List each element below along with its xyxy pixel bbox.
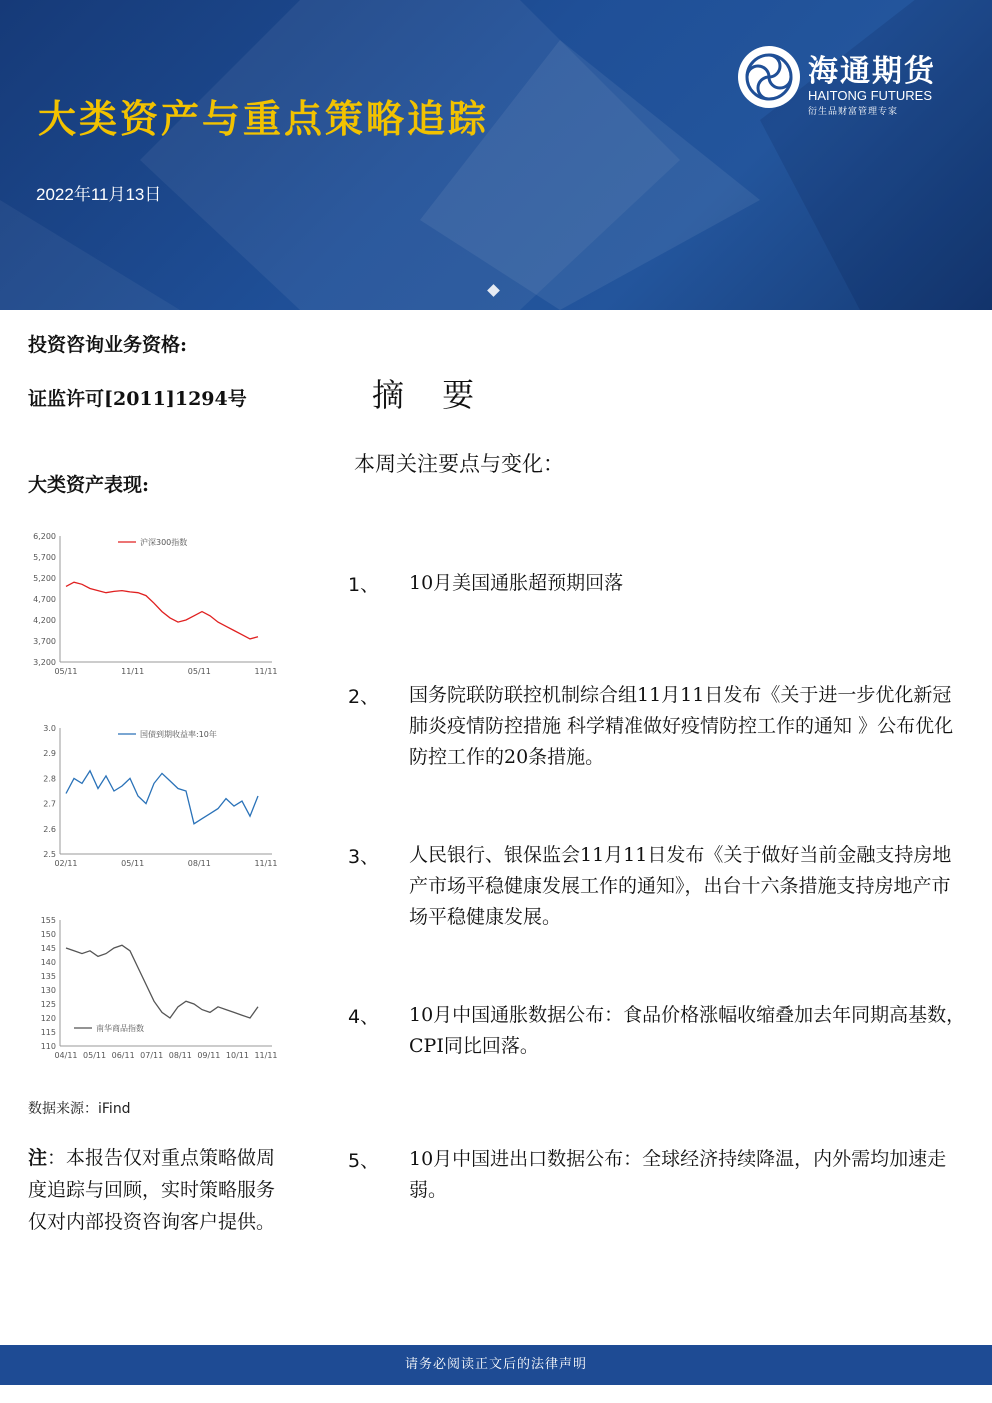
y-tick-label: 140 <box>40 958 56 967</box>
y-tick-label: 150 <box>40 930 56 939</box>
item-text: 10月中国通胀数据公布：食品价格涨幅收缩叠加去年同期高基数，CPI同比回落。 <box>409 1004 966 1057</box>
legal-footer <box>0 1345 992 1385</box>
x-tick-label: 11/11 <box>254 1051 278 1060</box>
y-tick-label: 155 <box>40 916 56 925</box>
commodity-index-chart <box>22 912 282 1064</box>
y-tick-label: 4,700 <box>33 595 56 604</box>
report-title: 大类资产与重点策略追踪 <box>38 96 490 141</box>
report-header <box>0 0 992 310</box>
y-tick-label: 115 <box>40 1028 56 1037</box>
x-tick-label: 08/11 <box>168 1051 192 1060</box>
y-tick-label: 5,200 <box>33 574 56 583</box>
y-tick-label: 3,200 <box>33 658 56 667</box>
x-tick-label: 10/11 <box>225 1051 249 1060</box>
footer-legal-text: 请务必阅读正文后的法律声明 <box>404 1357 587 1372</box>
csi300-chart <box>22 528 282 680</box>
x-tick-label: 09/11 <box>197 1051 221 1060</box>
y-tick-label: 135 <box>40 972 56 981</box>
item-number: 1、 <box>348 574 380 596</box>
data-source: 数据来源：iFind <box>28 1101 131 1117</box>
asset-performance-label: 大类资产表现: <box>28 474 150 496</box>
item-number: 3、 <box>348 846 380 868</box>
series-line <box>66 582 258 639</box>
x-tick-label: 05/11 <box>121 859 145 868</box>
logo-slogan: 衍生品财富管理专家 <box>808 107 899 117</box>
y-tick-label: 110 <box>40 1042 56 1051</box>
y-tick-label: 3,700 <box>33 637 56 646</box>
x-tick-label: 11/11 <box>121 667 145 676</box>
note-text: ：本报告仅对重点策略做周度追踪与回顾，实时策略服务仅对内部投资咨询客户提供。 <box>28 1147 276 1233</box>
x-tick-label: 11/11 <box>254 667 278 676</box>
item-number: 5、 <box>348 1150 380 1172</box>
item-text: 10月美国通胀超预期回落 <box>409 572 624 594</box>
treasury-yield-chart <box>22 720 282 872</box>
x-tick-label: 07/11 <box>140 1051 164 1060</box>
y-tick-label: 130 <box>40 986 56 995</box>
x-tick-label: 05/11 <box>187 667 211 676</box>
logo-chinese-name: 海通期货 <box>808 54 936 89</box>
item-number: 2、 <box>348 686 380 708</box>
series-line <box>66 945 258 1018</box>
summary-subtitle: 本周关注要点与变化： <box>354 452 564 476</box>
y-tick-label: 125 <box>40 1000 56 1009</box>
report-date: 2022年11月13日 <box>36 185 162 204</box>
item-number: 4、 <box>348 1006 380 1028</box>
legend-label: 沪深300指数 <box>140 538 188 547</box>
y-tick-label: 2.8 <box>43 774 56 784</box>
legend-label: 国债到期收益率:10年 <box>140 730 217 739</box>
logo-emblem-icon <box>736 44 802 110</box>
x-tick-label: 06/11 <box>111 1051 135 1060</box>
disclaimer-note <box>28 1142 288 1238</box>
y-tick-label: 2.5 <box>43 850 56 859</box>
legend-label: 南华商品指数 <box>96 1024 144 1033</box>
item-text: 人民银行、银保监会11月11日发布《关于做好当前金融支持房地产市场平稳健康发展工作的通知》，出台十六条措施支持房地产市场平稳健康发展。 <box>409 844 952 928</box>
note-prefix: 注 <box>28 1147 48 1169</box>
item-text: 10月中国进出口数据公布：全球经济持续降温，内外需均加速走弱。 <box>409 1148 947 1201</box>
qualification-label: 投资咨询业务资格: <box>28 334 188 356</box>
y-tick-label: 2.6 <box>43 824 56 834</box>
x-tick-label: 05/11 <box>83 1051 107 1060</box>
license-number: 证监许可[2011]1294号 <box>28 388 247 410</box>
x-tick-label: 04/11 <box>54 1051 78 1060</box>
x-tick-label: 11/11 <box>254 859 278 868</box>
y-tick-label: 5,700 <box>33 553 56 562</box>
y-tick-label: 2.9 <box>43 749 56 759</box>
y-tick-label: 2.7 <box>43 799 56 809</box>
y-tick-label: 120 <box>40 1014 56 1023</box>
y-tick-label: 4,200 <box>33 616 56 625</box>
series-line <box>66 771 258 824</box>
item-text: 国务院联防联控机制综合组11月11日发布《关于进一步优化新冠肺炎疫情防控措施 科学精准做好疫情防控工作的通知 》公布优化防控工作的20条措施。 <box>409 684 954 768</box>
x-tick-label: 08/11 <box>187 859 211 868</box>
summary-title: 摘 要 <box>372 376 489 414</box>
x-tick-label: 02/11 <box>54 859 78 868</box>
logo-english-name: HAITONG FUTURES <box>808 88 932 103</box>
y-tick-label: 145 <box>40 944 56 953</box>
company-logo <box>736 44 966 120</box>
y-tick-label: 6,200 <box>33 532 56 541</box>
x-tick-label: 05/11 <box>54 667 78 676</box>
y-tick-label: 3.0 <box>43 724 56 733</box>
